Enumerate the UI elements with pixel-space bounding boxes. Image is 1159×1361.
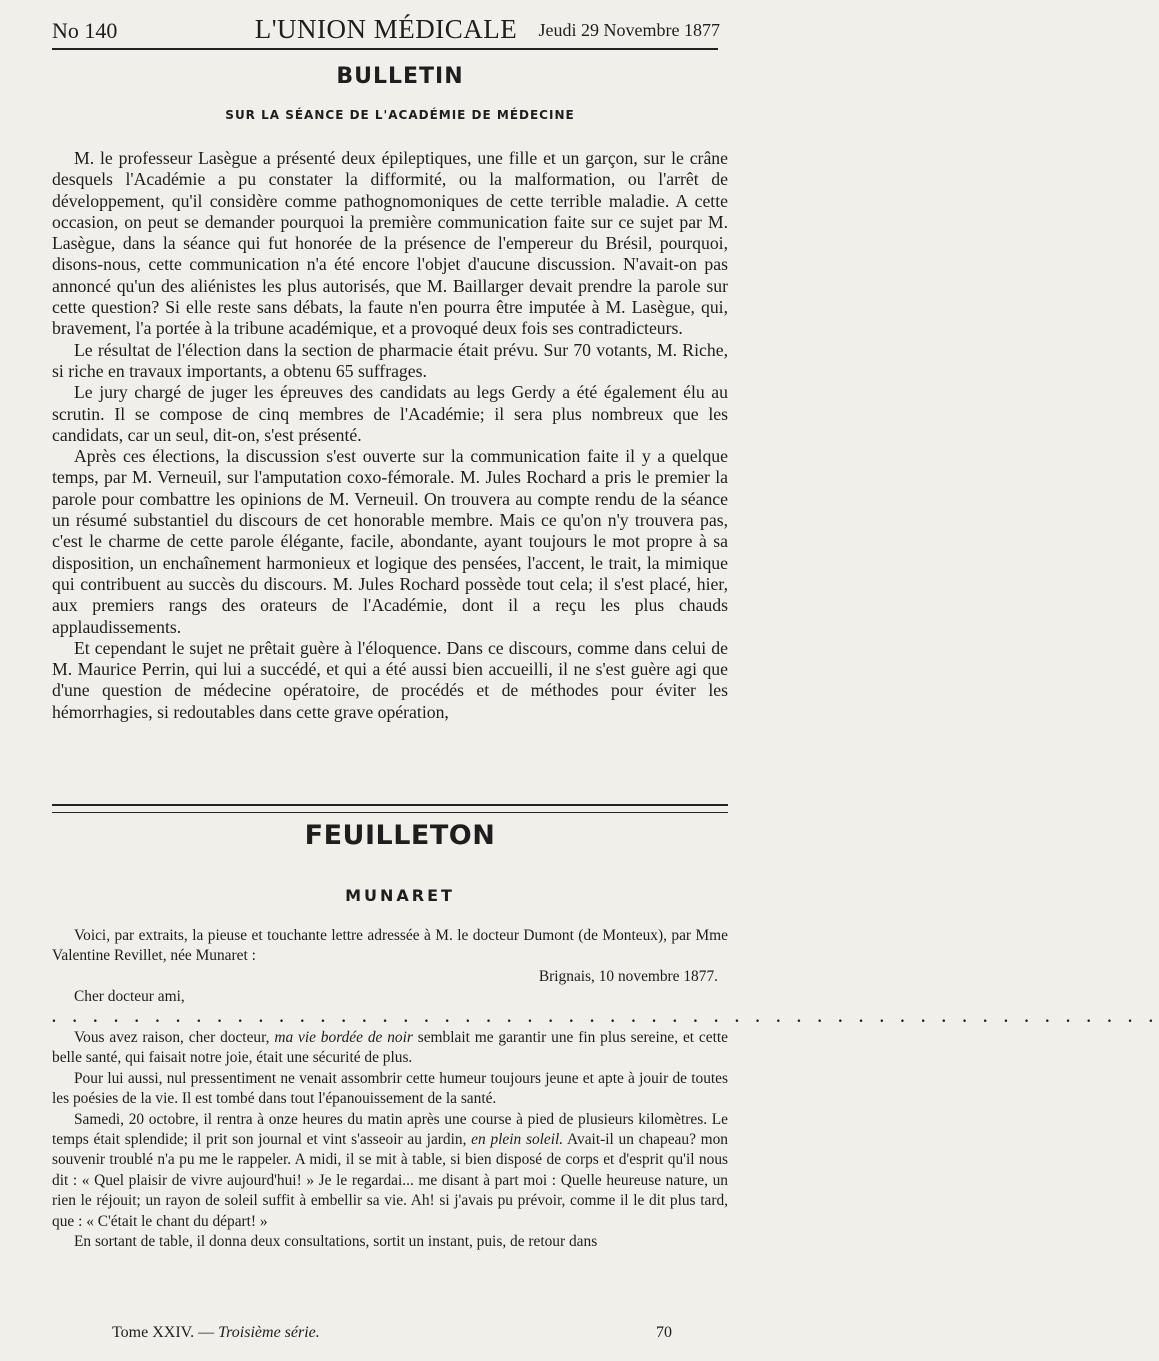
feuilleton-title: FEUILLETON xyxy=(304,820,496,851)
footer-tome: Tome XXIV. — xyxy=(112,1324,219,1341)
bulletin-title: BULLETIN xyxy=(336,64,464,89)
footer-serie: Troisième série. xyxy=(218,1324,320,1341)
bulletin-paragraph: Le résultat de l'élection dans la section de pharmacie était prévu. Sur 70 votants, M. Riche, si riche en travaux importants, a obtenu 65 suffrages. xyxy=(52,339,728,381)
feuilleton-intro: Voici, par extraits, la pieuse et touchante lettre adressée à M. le docteur Dumont (de Monteux), par Mme Valentine Revillet, née Munaret : xyxy=(52,927,728,965)
letter-salutation: Cher docteur ami, xyxy=(74,988,185,1006)
letter-text: semblait me garantir une fin plus sereine, et cette belle santé, qui faisait notre joie, était une sécurité de plus. xyxy=(52,1029,728,1067)
footer-volume xyxy=(112,1324,320,1342)
issue-number: No 140 xyxy=(52,18,118,43)
header-rule xyxy=(52,48,718,50)
feuilleton-body xyxy=(52,926,1159,1253)
letter-text: Samedi, 20 octobre, il rentra à onze heures du matin après une course à pied de plusieurs kilomètres. Le temps était splendide; il prit son journal et vint s'asseoir au jardin, xyxy=(52,1110,728,1149)
letter-paragraph xyxy=(52,1028,728,1069)
letter-paragraph: En sortant de table, il donna deux consultations, sortit un instant, puis, de retour dans xyxy=(74,1233,598,1251)
journal-title: L'UNION MÉDICALE xyxy=(254,14,518,44)
issue-date: Jeudi 29 Novembre 1877 xyxy=(538,20,720,40)
bulletin-paragraph: Après ces élections, la discussion s'est ouverte sur la communication faite il y a quelque temps, par M. Verneuil, sur l'amputation coxo-fémorale. M. Jules Rochard a pris le premier la parole pour combattre les opinions de M. Verneuil. On trouvera au compte rendu de la séance un résumé substantiel du discours de cet honorable membre. Mais ce qu'on n'y trouvera pas, c'est le charme de cette parole élégante, facile, abondante, ayant toujours le mot propre à sa disposition, un enchaînement harmonieux et logique des pensées, l'accent, le trait, la mimique qui contribuent au succès du discours. M. Jules Rochard possède tout cela; il s'est placé, hier, aux premiers rangs des orateurs de l'Académie, dont il a reçu les plus chauds applaudissements. xyxy=(52,446,728,637)
bulletin-paragraph: M. le professeur Lasègue a présenté deux épileptiques, une fille et un garçon, sur le crâne desquels l'Académie a pu constater la difformité, ou la malformation, ou l'arrêt de développement, qu'il considère comme pathognomoniques de cette terrible maladie. A cette occasion, on peut se demander pourquoi la première communication faite sur ce sujet par M. Lasègue, dans la séance qui fut honorée de la présence de l'empereur du Brésil, pourquoi, disons-nous, cette communication n'a été encore l'objet d'aucune discussion. N'avait-on pas annoncé qu'un des aliénistes les plus autorisés, que M. Baillarger devait prendre la parole sur cette question? Si elle reste sans débats, la faute n'en pourra être imputée à M. Lasègue, qui, bravement, l'a portée à la tribune académique, et a provoqué deux fois ses contradicteurs. xyxy=(52,148,728,339)
letter-emphasis: ma vie bordée de noir xyxy=(274,1029,413,1047)
page-footer xyxy=(112,1324,672,1346)
page-number: 70 xyxy=(656,1324,672,1341)
page-header xyxy=(52,10,720,46)
bulletin-subtitle: SUR LA SÉANCE DE L'ACADÉMIE DE MÉDECINE xyxy=(225,108,575,122)
letter-dateline: Brignais, 10 novembre 1877. xyxy=(538,967,718,985)
ellipsis-line: . . . . . . . . . . . . . . . . . . . . . . . . . . . . . . . . . . . . . . . . . . . . . . . . . . . . . . xyxy=(52,1008,1159,1026)
letter-text: Vous avez raison, cher docteur, xyxy=(74,1029,275,1047)
letter-text: Avait-il un chapeau? mon souvenir troublé n'a pu me le rappeler. A midi, il se mit à table, si bien disposé de corps et d'esprit qu'il nous dit : « Quel plaisir de vivre aujourd'hui! » Je le regardai... me disant à part moi : Quelle heureuse nature, un rien le réjouit; un rayon de soleil suffit à embellir sa vie. Ah! si j'avais pu prévoir, comme il le dit plus tard, que : « C'était le chant du départ! » xyxy=(52,1131,729,1230)
bulletin-body xyxy=(52,148,728,723)
bulletin-paragraph: Le jury chargé de juger les épreuves des candidats au legs Gerdy a été également élu au scrutin. Il se compose de cinq membres de l'Académie; il sera plus nombreux que les candidats, car un seul, dit-on, s'est présenté. xyxy=(52,382,728,445)
feuilleton-subtitle: MUNARET xyxy=(345,886,455,905)
bulletin-paragraph: Et cependant le sujet ne prêtait guère à l'éloquence. Dans ce discours, comme dans celui de M. Maurice Perrin, qui lui a succédé, et qui a été aussi bien accueilli, il ne s'est guère agi que d'une question de médecine opératoire, de procédés et de méthodes pour éviter les hémorrhagies, si redoutables dans cette grave opération, xyxy=(52,637,728,722)
letter-paragraph xyxy=(52,1110,728,1232)
letter-paragraph: Pour lui aussi, nul pressentiment ne venait assombrir cette humeur toujours jeune et apte à jouir de toutes les poésies de la vie. Il est tombé dans tout l'épanouissement de la santé. xyxy=(52,1069,728,1108)
letter-emphasis: en plein soleil. xyxy=(471,1131,564,1149)
section-divider xyxy=(52,804,728,813)
